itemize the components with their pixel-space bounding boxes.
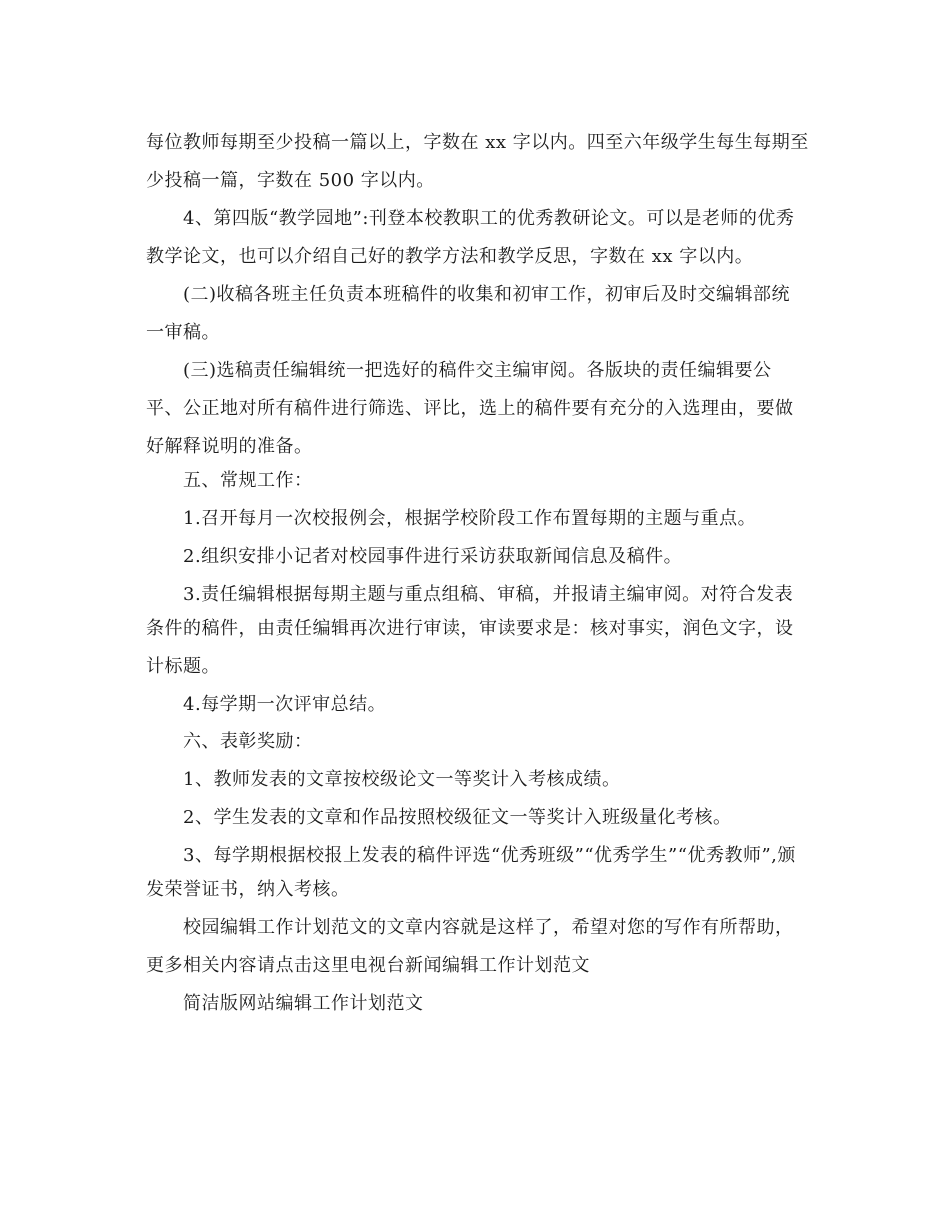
text-line: 更多相关内容请点击这里电视台新闻编辑工作计划范文 bbox=[146, 955, 590, 976]
text-line: 1.召开每月一次校报例会，根据学校阶段工作布置每期的主题与重点。 bbox=[183, 508, 757, 529]
text-line: 1、教师发表的文章按校级论文一等奖计入考核成绩。 bbox=[183, 769, 621, 790]
text-line: 2、学生发表的文章和作品按照校级征文一等奖计入班级量化考核。 bbox=[183, 807, 732, 828]
text-line: 3、每学期根据校报上发表的稿件评选“优秀班级”“优秀学生”“优秀教师”,颁 bbox=[183, 845, 796, 866]
text-line: 校园编辑工作计划范文的文章内容就是这样了，希望对您的写作有所帮助， bbox=[183, 917, 794, 938]
text-line: 每位教师每期至少投稿一篇以上，字数在 xx 字以内。四至六年级学生每生每期至 bbox=[146, 132, 809, 153]
text-line: 条件的稿件，由责任编辑再次进行审读，审读要求是：核对事实，润色文字，设 bbox=[146, 618, 794, 639]
text-line: 教学论文，也可以介绍自己好的教学方法和教学反思，字数在 xx 字以内。 bbox=[146, 246, 754, 267]
text-line: 4.每学期一次评审总结。 bbox=[183, 694, 387, 715]
text-line: 4、第四版“教学园地”:刊登本校教职工的优秀教研论文。可以是老师的优秀 bbox=[183, 208, 795, 229]
text-line: 简洁版网站编辑工作计划范文 bbox=[183, 993, 424, 1014]
text-line: 一审稿。 bbox=[146, 322, 220, 343]
text-line: 好解释说明的准备。 bbox=[146, 436, 313, 457]
text-line: (二)收稿各班主任负责本班稿件的收集和初审工作，初审后及时交编辑部统 bbox=[183, 284, 791, 305]
text-line: 发荣誉证书，纳入考核。 bbox=[146, 879, 350, 900]
text-line: 少投稿一篇，字数在 500 字以内。 bbox=[146, 170, 435, 191]
text-line: 计标题。 bbox=[146, 656, 220, 677]
text-line: (三)选稿责任编辑统一把选好的稿件交主编审阅。各版块的责任编辑要公 bbox=[183, 360, 772, 381]
text-line: 3.责任编辑根据每期主题与重点组稿、审稿，并报请主编审阅。对符合发表 bbox=[183, 584, 794, 605]
text-line: 2.组织安排小记者对校园事件进行采访获取新闻信息及稿件。 bbox=[183, 546, 683, 567]
section-heading: 六、表彰奖励： bbox=[183, 731, 313, 752]
section-heading: 五、常规工作： bbox=[183, 470, 313, 491]
text-line: 平、公正地对所有稿件进行筛选、评比，选上的稿件要有充分的入选理由，要做 bbox=[146, 398, 794, 419]
